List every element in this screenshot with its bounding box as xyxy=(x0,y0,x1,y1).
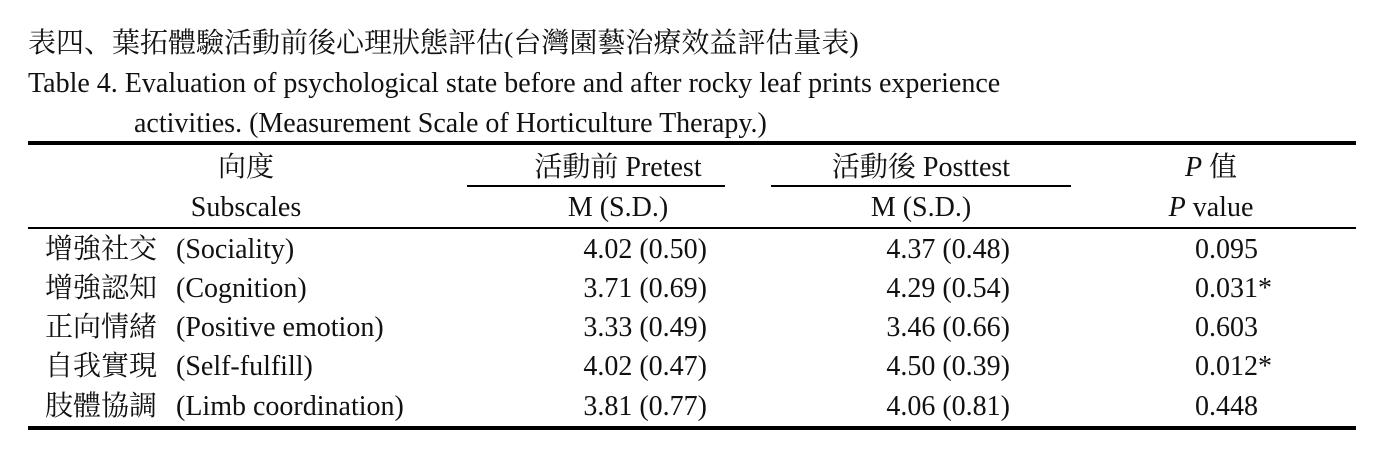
p-value: 0.031* xyxy=(1195,273,1272,304)
subscale-en: (Positive emotion) xyxy=(176,312,384,343)
posttest-value: 4.06 (0.81) xyxy=(886,391,1010,422)
p-value-label: value xyxy=(1185,192,1254,223)
p-value: 0.448 xyxy=(1195,391,1258,422)
subscale-zh: 增強社交 xyxy=(45,234,158,265)
subscale-zh: 肢體協調 xyxy=(45,391,158,422)
posttest-value: 4.50 (0.39) xyxy=(886,351,1010,382)
table-header-rule xyxy=(28,227,1356,229)
table-caption-zh: 表四、葉拓體驗活動前後心理狀態評估(台灣園藝治療效益評估量表) xyxy=(28,28,859,59)
table-top-rule xyxy=(28,141,1356,145)
p-value: 0.603 xyxy=(1195,312,1258,343)
header-p-value-zh xyxy=(1185,150,1237,186)
p-symbol: P xyxy=(1168,192,1186,223)
table-caption-en-line1: Table 4. Evaluation of psychological state before and after rocky leaf prints experience xyxy=(28,68,1001,99)
posttest-value: 4.37 (0.48) xyxy=(886,234,1010,265)
table-bottom-rule xyxy=(28,426,1356,430)
subscale-zh: 自我實現 xyxy=(45,351,158,382)
posttest-value: 3.46 (0.66) xyxy=(886,312,1010,343)
p-value: 0.095 xyxy=(1195,234,1258,265)
header-posttest-stat: M (S.D.) xyxy=(870,192,972,223)
pretest-value: 4.02 (0.50) xyxy=(583,234,707,265)
subscale-en: (Cognition) xyxy=(176,273,307,304)
p-zh-label: 值 xyxy=(1202,152,1238,183)
subscale-en: (Self-fulfill) xyxy=(176,351,313,382)
subscale-zh: 增強認知 xyxy=(45,273,158,304)
header-posttest: 活動後 Posttest xyxy=(831,152,1011,183)
pretest-value: 3.81 (0.77) xyxy=(583,391,707,422)
subscale-zh: 正向情緒 xyxy=(45,312,158,343)
header-subscale-en: Subscales xyxy=(190,192,302,223)
pretest-value: 3.71 (0.69) xyxy=(583,273,707,304)
header-subscale-zh: 向度 xyxy=(217,152,275,183)
table-caption-en-line2: activities. (Measurement Scale of Horticulture Therapy.) xyxy=(134,108,767,139)
header-pretest-stat: M (S.D.) xyxy=(567,192,669,223)
p-value: 0.012* xyxy=(1195,351,1272,382)
p-symbol: P xyxy=(1184,152,1203,183)
posttest-value: 4.29 (0.54) xyxy=(886,273,1010,304)
subscale-en: (Sociality) xyxy=(176,234,295,265)
header-pretest: 活動前 Pretest xyxy=(534,152,702,183)
pretest-value: 3.33 (0.49) xyxy=(583,312,707,343)
subscale-en: (Limb coordination) xyxy=(176,391,404,422)
pretest-value: 4.02 (0.47) xyxy=(583,351,707,382)
header-p-value-en xyxy=(1169,190,1254,226)
